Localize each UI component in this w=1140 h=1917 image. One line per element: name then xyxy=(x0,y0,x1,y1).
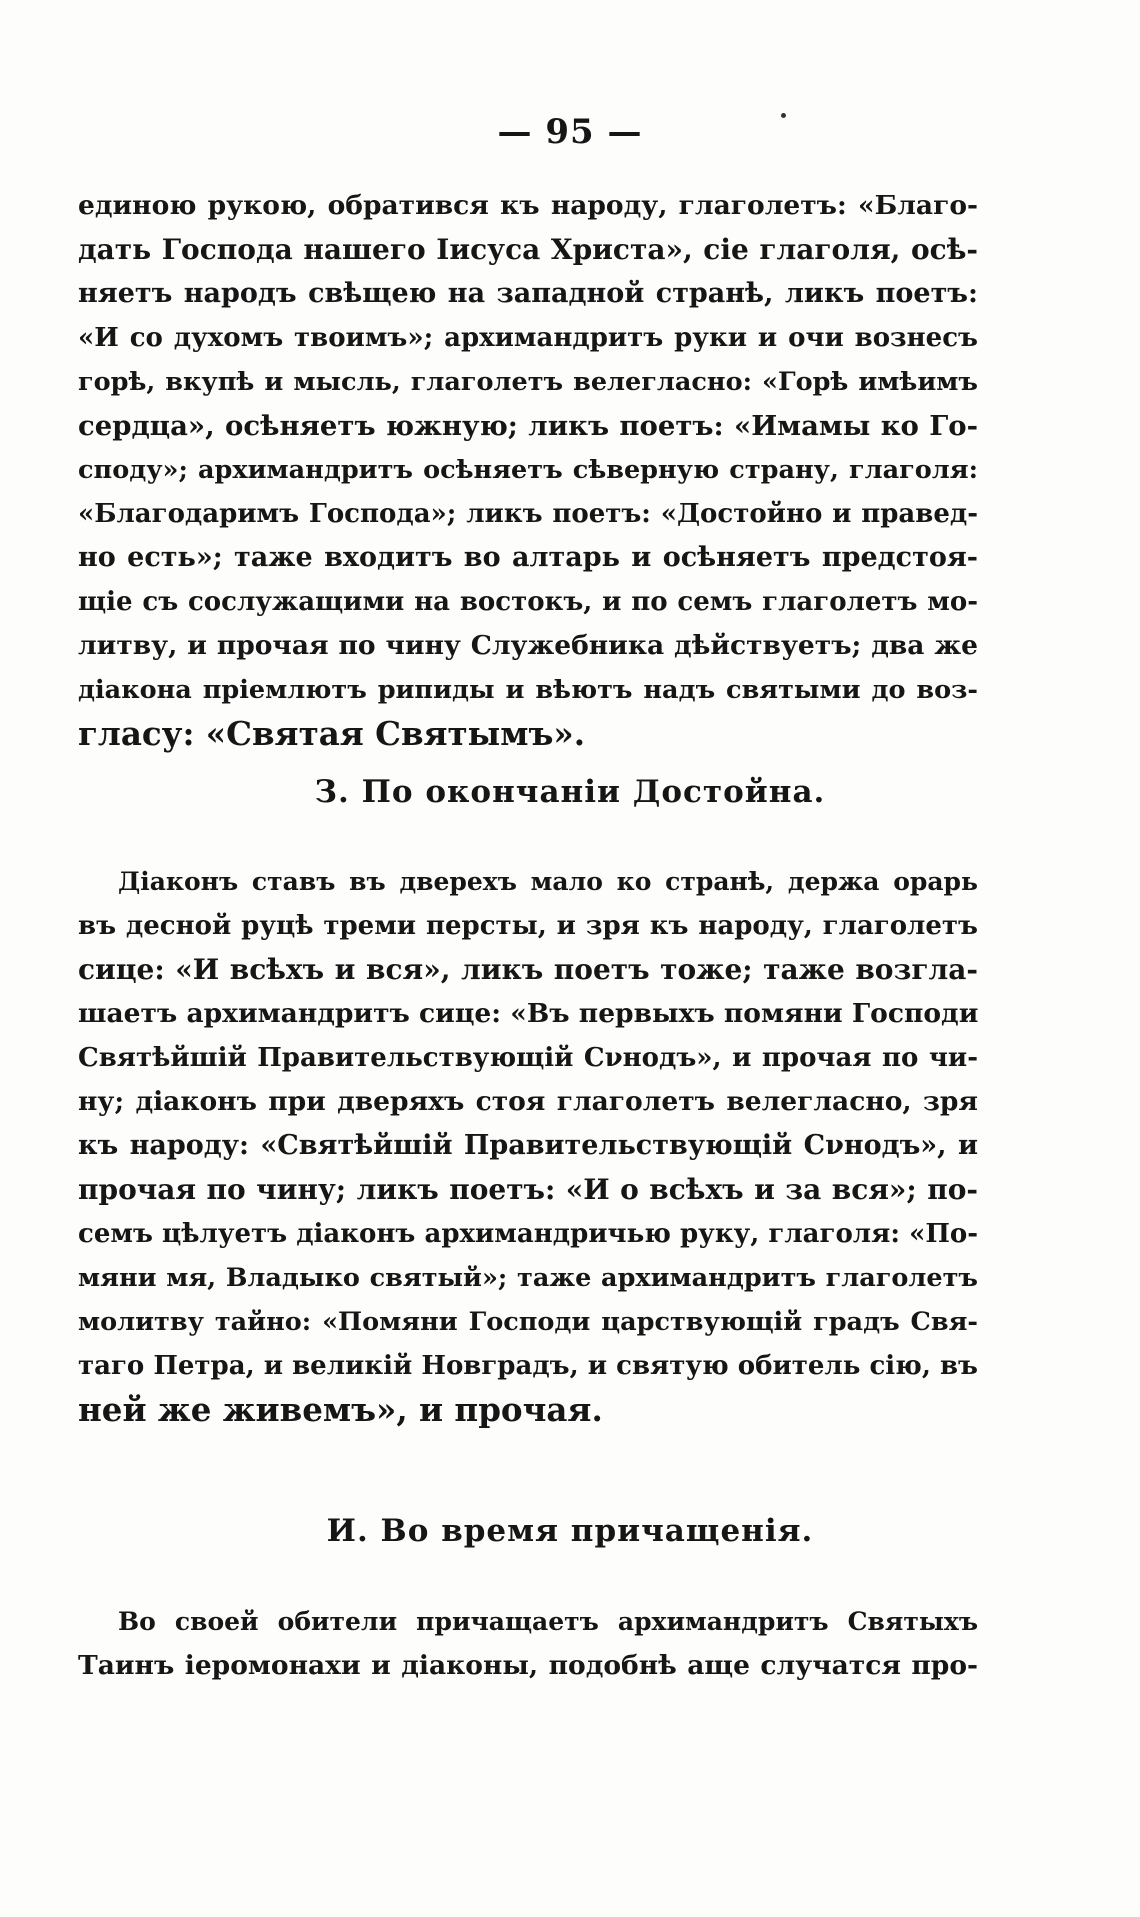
text-line: щіе съ сослужащими на востокъ, и по семъ глаголетъ мо- xyxy=(78,587,978,617)
text-line: ней же живемъ», и прочая. xyxy=(78,1390,603,1429)
text-line: Таинъ іеромонахи и діаконы, подобнѣ аще случатся про- xyxy=(78,1650,978,1681)
page-number: — 95 — xyxy=(497,112,643,152)
paragraph-3 xyxy=(78,1600,978,1688)
text-line: шаетъ архимандритъ сице: «Въ первыхъ помяни Господи xyxy=(78,998,979,1029)
text-line: Во своей обители причащаетъ архимандритъ Святыхъ xyxy=(118,1607,978,1636)
paragraph-1 xyxy=(78,184,978,756)
text-line: мяни мя, Владыко святый»; таже архимандритъ глаголетъ xyxy=(78,1263,978,1293)
text-line: сице: «И всѣхъ и вся», ликъ поетъ тоже; таже возгла- xyxy=(78,953,978,986)
text-line: Діаконъ ставъ въ дверехъ мало ко странѣ, держа орарь xyxy=(118,867,978,896)
text-line: единою рукою, обратився къ народу, глаголетъ: «Благо- xyxy=(78,190,978,221)
text-line: литву, и прочая по чину Служебника дѣйствуетъ; два же xyxy=(78,630,978,661)
text-line: прочая по чину; ликъ поетъ: «И о всѣхъ и за вся»; по- xyxy=(78,1173,978,1206)
text-line: споду»; архимандритъ осѣняетъ сѣверную страну, глаголя: xyxy=(78,455,978,485)
text-line: «Благодаримъ Господа»; ликъ поетъ: «Достойно и правед- xyxy=(78,499,978,529)
text-line: ну; діаконъ при дверяхъ стоя глаголетъ велегласно, зря xyxy=(78,1086,978,1117)
text-line: Святѣйшій Правительствующій Сνнодъ», и прочая по чи- xyxy=(78,1043,978,1073)
text-line: сердца», осѣняетъ южную; ликъ поетъ: «Имамы ко Го- xyxy=(78,410,978,442)
text-line: въ десной руцѣ треми персты, и зря къ народу, глаголетъ xyxy=(78,911,978,941)
text-line: дать Господа нашего Іисуса Христа», сіе глаголя, осѣ- xyxy=(78,233,978,266)
text-line: къ народу: «Святѣйшій Правительствующій Сνнодъ», и xyxy=(78,1130,978,1161)
section-heading-i: И. Во время причащенія. xyxy=(326,1513,814,1549)
text-line: няетъ народъ свѣщею на западной странѣ, ликъ поетъ: xyxy=(78,278,978,309)
text-line: горѣ, вкупѣ и мысль, глаголетъ велегласно: «Горѣ имѣимъ xyxy=(78,367,978,397)
text-line: діакона пріемлютъ рипиды и вѣютъ надъ святыми до воз- xyxy=(78,675,978,705)
text-line: «И со духомъ твоимъ»; архимандритъ руки и очи вознесъ xyxy=(78,323,978,353)
section-heading-z: З. По окончаніи Достойна. xyxy=(314,774,826,810)
text-line: молитву тайно: «Помяни Господи царствующій градъ Свя- xyxy=(78,1307,978,1337)
text-line: но есть»; таже входитъ во алтарь и осѣняетъ предстоя- xyxy=(78,542,978,573)
paragraph-2 xyxy=(78,860,978,1432)
text-line: гласу: «Святая Святымъ». xyxy=(78,714,586,753)
text-line: таго Петра, и великій Новградъ, и святую обитель сію, въ xyxy=(78,1351,978,1381)
text-line: семъ цѣлуетъ діаконъ архимандричью руку, глаголя: «По- xyxy=(78,1219,978,1249)
ink-speck xyxy=(781,113,786,118)
